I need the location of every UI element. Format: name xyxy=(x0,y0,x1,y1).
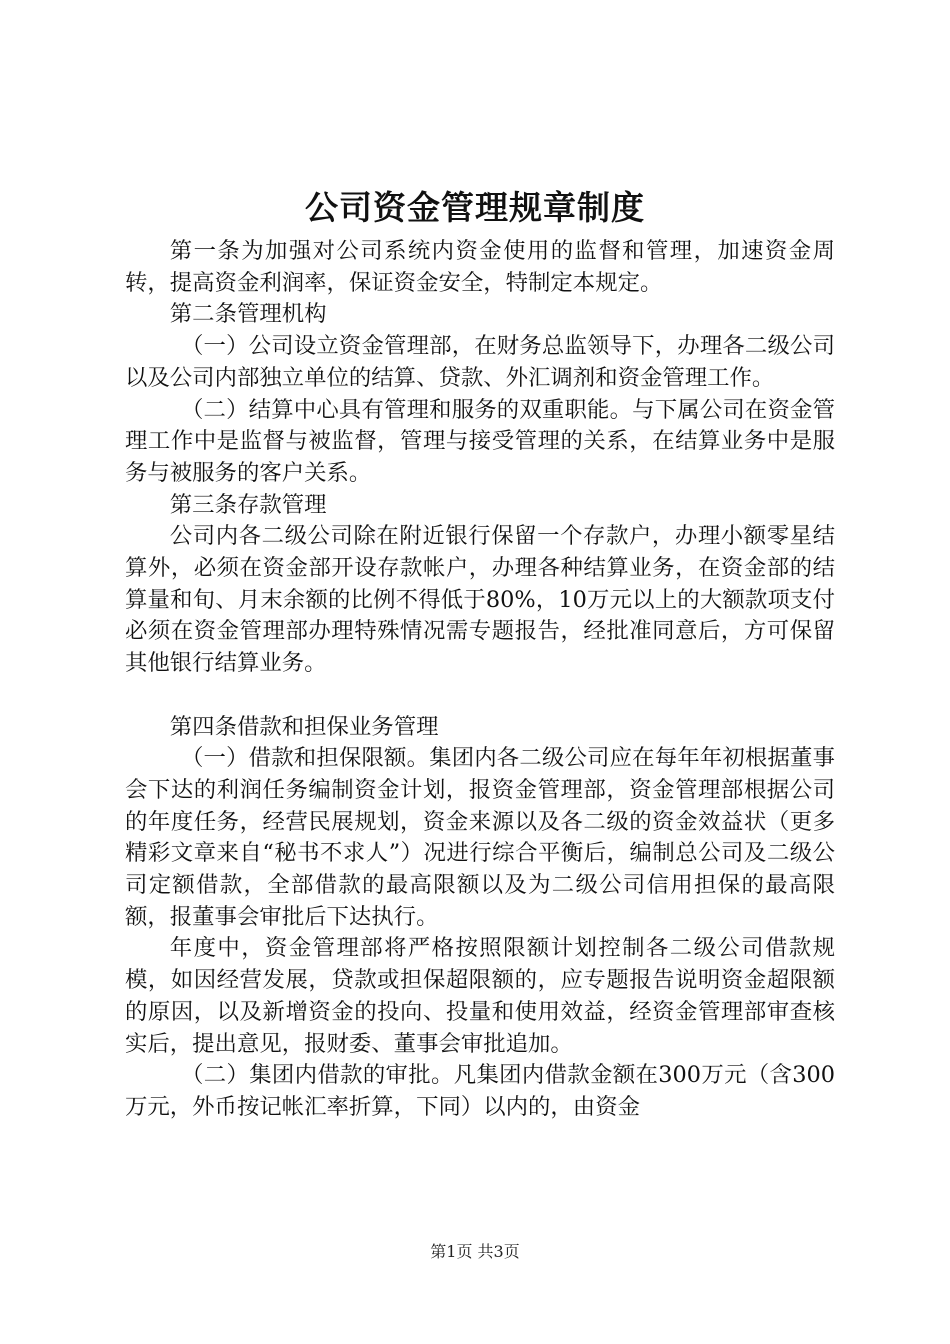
article-2-heading: 第二条管理机构 xyxy=(169,301,327,328)
article-4-heading: 第四条借款和担保业务管理 xyxy=(169,713,439,740)
article-3-heading: 第三条存款管理 xyxy=(169,491,327,518)
page-footer: 第1页 共3页 xyxy=(430,1242,520,1261)
article-4-paragraph: 年度中，资金管理部将严格按照限额计划控制各二级公司借款规模，如因经营发展，贷款或担保超限额的，应专题报告说明资金超限额的原因，以及新增资金的投向、投量和使用效益，经资金管理部审查核实后，提出意见，报财委、董事会审批追加。 xyxy=(125,935,835,1057)
blank-line xyxy=(125,680,835,712)
article-1-paragraph: 第一条为加强对公司系统内资金使用的监督和管理，加速资金周转，提高资金利润率，保证资金安全，特制定本规定。 xyxy=(125,238,835,296)
article-2-clause-1: （一）公司设立资金管理部，在财务总监领导下，办理各二级公司以及公司内部独立单位的结算、贷款、外汇调剂和资金管理工作。 xyxy=(125,333,835,391)
article-4-clause-1: （一）借款和担保限额。集团内各二级公司应在每年年初根据董事会下达的利润任务编制资金计划，报资金管理部，资金管理部根据公司的年度任务，经营民展规划，资金来源以及各二级的资金效益状（更多精彩文章来自“秘书不求人”）况进行综合平衡后，编制总公司及二级公司定额借款，全部借款的最高限额以及为二级公司信用担保的最高限额，报董事会审批后下达执行。 xyxy=(125,745,835,930)
article-3-paragraph: 公司内各二级公司除在附近银行保留一个存款户，办理小额零星结算外，必须在资金部开设存款帐户，办理各种结算业务，在资金部的结算量和旬、月末余额的比例不得低于80%，10万元以上的大额款项支付必须在资金管理部办理特殊情况需专题报告，经批准同意后，方可保留其他银行结算业务。 xyxy=(125,523,835,677)
document-body xyxy=(125,236,835,1124)
article-2-clause-2: （二）结算中心具有管理和服务的双重职能。与下属公司在资金管理工作中是监督与被监督，管理与接受管理的关系，在结算业务中是服务与被服务的客户关系。 xyxy=(125,396,835,486)
document-title: 公司资金管理规章制度 xyxy=(305,188,645,227)
article-4-clause-2: （二）集团内借款的审批。凡集团内借款金额在300万元（含300万元，外币按记帐汇率折算，下同）以内的，由资金 xyxy=(125,1062,835,1120)
